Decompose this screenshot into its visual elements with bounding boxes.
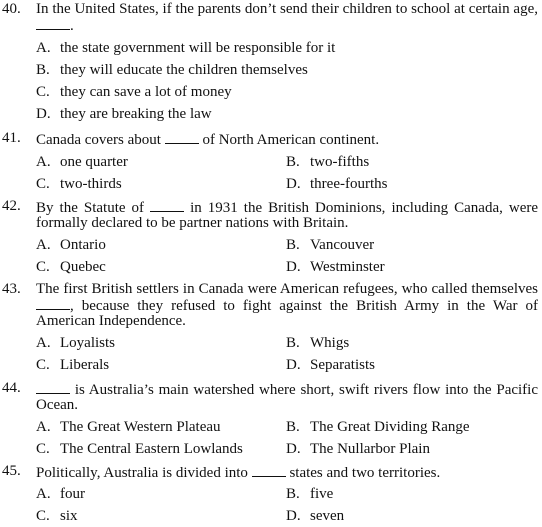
question-stem bbox=[0, 131, 542, 148]
option-text: Separatists bbox=[310, 357, 375, 373]
options-list bbox=[0, 483, 542, 527]
stem-text-before: Canada covers about bbox=[36, 132, 161, 148]
stem-text-before: By the Statute of bbox=[36, 200, 145, 216]
option-text: three-fourths bbox=[310, 176, 388, 192]
option-letter: B. bbox=[286, 154, 300, 170]
option-letter: D. bbox=[286, 357, 301, 373]
stem-text-after: . bbox=[70, 18, 74, 34]
options-list bbox=[0, 416, 542, 460]
option-letter: B. bbox=[286, 335, 300, 351]
option-d[interactable] bbox=[286, 256, 385, 278]
answer-blank bbox=[150, 199, 184, 212]
question-45 bbox=[0, 464, 542, 527]
stem-text-before: The first British settlers in Canada were American refugees, who called themselves bbox=[36, 281, 538, 297]
stem-text-after: , because they refused to fight against the British Army in the War of American Independence. bbox=[36, 298, 538, 329]
question-number: 41. bbox=[2, 130, 21, 146]
option-letter: A. bbox=[36, 335, 51, 351]
option-text: they can save a lot of money bbox=[60, 84, 232, 100]
stem-text-after: states and two territories. bbox=[289, 465, 441, 481]
question-41 bbox=[0, 131, 542, 195]
option-text: four bbox=[60, 486, 85, 502]
option-row bbox=[0, 103, 542, 125]
option-letter: D. bbox=[286, 176, 301, 192]
option-a[interactable] bbox=[36, 234, 106, 256]
option-c[interactable] bbox=[36, 256, 106, 278]
option-row bbox=[0, 505, 542, 527]
answer-blank bbox=[252, 464, 286, 477]
option-text: Whigs bbox=[310, 335, 350, 351]
option-letter: B. bbox=[36, 62, 50, 78]
question-number: 42. bbox=[2, 198, 21, 214]
option-text: two-fifths bbox=[310, 154, 370, 170]
option-letter: C. bbox=[36, 84, 50, 100]
option-row bbox=[0, 59, 542, 81]
option-text: two-thirds bbox=[60, 176, 122, 192]
option-a[interactable] bbox=[36, 332, 115, 354]
option-c[interactable] bbox=[36, 438, 243, 460]
option-row bbox=[0, 416, 542, 438]
option-letter: A. bbox=[36, 419, 51, 435]
option-d[interactable] bbox=[286, 438, 430, 460]
stem-text-before: Politically, Australia is divided into bbox=[36, 465, 248, 481]
option-b[interactable] bbox=[36, 59, 308, 81]
options-list bbox=[0, 332, 542, 376]
answer-blank bbox=[36, 381, 70, 394]
option-b[interactable] bbox=[286, 151, 369, 173]
option-a[interactable] bbox=[36, 483, 85, 505]
question-stem bbox=[0, 2, 542, 34]
option-letter: A. bbox=[36, 237, 51, 253]
option-text: one quarter bbox=[60, 154, 128, 170]
options-list bbox=[0, 37, 542, 125]
option-text: Liberals bbox=[60, 357, 110, 373]
question-number: 43. bbox=[2, 281, 21, 297]
question-44 bbox=[0, 381, 542, 460]
option-text: Vancouver bbox=[310, 237, 375, 253]
question-43 bbox=[0, 282, 542, 376]
option-letter: C. bbox=[36, 508, 50, 524]
question-40 bbox=[0, 2, 542, 125]
option-letter: D. bbox=[36, 106, 51, 122]
question-number: 44. bbox=[2, 380, 21, 396]
option-row bbox=[0, 234, 542, 256]
option-text: they are breaking the law bbox=[60, 106, 212, 122]
question-stem bbox=[0, 282, 542, 329]
option-a[interactable] bbox=[36, 37, 335, 59]
options-list bbox=[0, 151, 542, 195]
question-stem bbox=[0, 464, 542, 481]
option-letter: C. bbox=[36, 259, 50, 275]
option-text: The Nullarbor Plain bbox=[310, 441, 430, 457]
option-text: they will educate the children themselves bbox=[60, 62, 308, 78]
option-row bbox=[0, 173, 542, 195]
stem-text-after: in 1931 the British Dominions, including Canada, were formally declared to be partner nations with Britain. bbox=[36, 200, 539, 231]
option-letter: D. bbox=[286, 259, 301, 275]
option-text: Ontario bbox=[60, 237, 106, 253]
answer-blank bbox=[165, 131, 199, 144]
option-letter: D. bbox=[286, 441, 301, 457]
option-text: seven bbox=[310, 508, 345, 524]
stem-text-after: of North American continent. bbox=[202, 132, 380, 148]
option-letter: B. bbox=[286, 486, 300, 502]
option-text: Loyalists bbox=[60, 335, 115, 351]
stem-text-before: In the United States, if the parents don’t send their children to school at certain age, bbox=[36, 1, 538, 17]
question-stem bbox=[0, 199, 542, 231]
option-text: The Great Western Plateau bbox=[60, 419, 221, 435]
question-42 bbox=[0, 199, 542, 278]
option-row bbox=[0, 332, 542, 354]
option-text: The Great Dividing Range bbox=[310, 419, 470, 435]
option-row bbox=[0, 37, 542, 59]
option-row bbox=[0, 438, 542, 460]
option-text: the state government will be responsible for it bbox=[60, 40, 336, 56]
option-row bbox=[0, 151, 542, 173]
question-number: 40. bbox=[2, 1, 21, 17]
option-text: Quebec bbox=[60, 259, 106, 275]
options-list bbox=[0, 234, 542, 278]
option-c[interactable] bbox=[36, 81, 232, 103]
option-c[interactable] bbox=[36, 354, 109, 376]
option-letter: C. bbox=[36, 357, 50, 373]
option-letter: A. bbox=[36, 486, 51, 502]
option-letter: C. bbox=[36, 176, 50, 192]
option-row bbox=[0, 81, 542, 103]
answer-blank bbox=[36, 17, 70, 30]
option-c[interactable] bbox=[36, 173, 122, 195]
option-c[interactable] bbox=[36, 505, 78, 527]
option-letter: D. bbox=[286, 508, 301, 524]
option-d[interactable] bbox=[286, 173, 387, 195]
option-a[interactable] bbox=[36, 416, 221, 438]
option-d[interactable] bbox=[36, 103, 212, 125]
option-text: Westminster bbox=[310, 259, 385, 275]
option-d[interactable] bbox=[286, 354, 375, 376]
option-letter: C. bbox=[36, 441, 50, 457]
stem-text-after: is Australia’s main watershed where short, swift rivers flow into the Pacific Ocean. bbox=[36, 382, 539, 413]
option-letter: A. bbox=[36, 154, 51, 170]
option-letter: A. bbox=[36, 40, 51, 56]
option-text: five bbox=[310, 486, 334, 502]
option-b[interactable] bbox=[286, 332, 349, 354]
option-text: six bbox=[60, 508, 78, 524]
option-letter: B. bbox=[286, 237, 300, 253]
question-stem bbox=[0, 381, 542, 413]
option-row bbox=[0, 256, 542, 278]
option-a[interactable] bbox=[36, 151, 128, 173]
option-b[interactable] bbox=[286, 483, 333, 505]
option-letter: B. bbox=[286, 419, 300, 435]
option-b[interactable] bbox=[286, 416, 470, 438]
answer-blank bbox=[36, 297, 70, 310]
question-number: 45. bbox=[2, 463, 21, 479]
option-b[interactable] bbox=[286, 234, 374, 256]
option-row bbox=[0, 354, 542, 376]
option-d[interactable] bbox=[286, 505, 344, 527]
option-text: The Central Eastern Lowlands bbox=[60, 441, 243, 457]
option-row bbox=[0, 483, 542, 505]
